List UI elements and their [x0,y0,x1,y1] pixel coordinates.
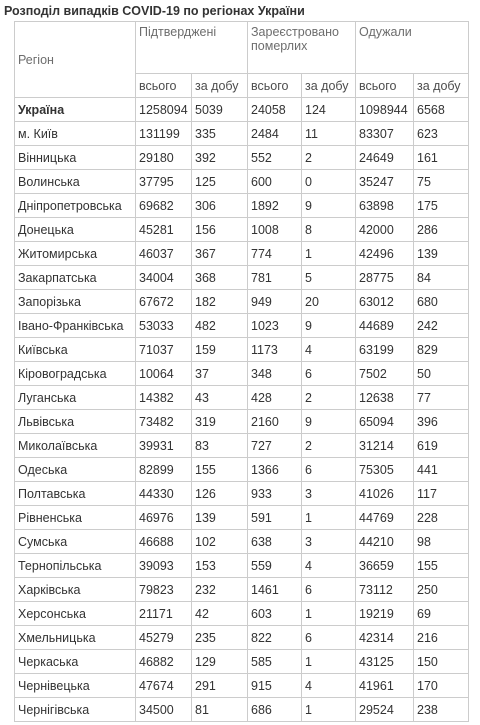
deaths-total-cell: 552 [248,146,302,170]
confirmed-total-cell: 21171 [136,602,192,626]
table-row [15,314,469,338]
deaths-daily-cell: 9 [302,410,356,434]
table-row [15,338,469,362]
recovered-total-cell: 42314 [356,626,414,650]
recovered-total-cell: 28775 [356,266,414,290]
header-recovered: Одужали [356,22,469,74]
recovered-total-cell: 44210 [356,530,414,554]
recovered-daily-cell: 117 [414,482,469,506]
table-row-total [15,98,469,122]
confirmed-daily-cell: 43 [192,386,248,410]
table-row [15,362,469,386]
confirmed-total-cell: 39931 [136,434,192,458]
recovered-total-cell: 1098944 [356,98,414,122]
recovered-total-cell: 31214 [356,434,414,458]
recovered-daily-cell: 75 [414,170,469,194]
confirmed-daily-cell: 392 [192,146,248,170]
deaths-total-cell: 1892 [248,194,302,218]
recovered-total-cell: 73112 [356,578,414,602]
region-cell: Сумська [15,530,136,554]
deaths-daily-cell: 8 [302,218,356,242]
confirmed-total-cell: 53033 [136,314,192,338]
deaths-daily-cell: 2 [302,386,356,410]
region-cell: Україна [15,98,136,122]
recovered-daily-cell: 829 [414,338,469,362]
deaths-daily-cell: 1 [302,506,356,530]
deaths-total-cell: 428 [248,386,302,410]
deaths-daily-cell: 6 [302,458,356,482]
table-row [15,170,469,194]
region-cell: Миколаївська [15,434,136,458]
deaths-daily-cell: 1 [302,602,356,626]
header-confirmed-total: всього [136,74,192,98]
recovered-total-cell: 83307 [356,122,414,146]
recovered-total-cell: 24649 [356,146,414,170]
header-recovered-total: всього [356,74,414,98]
table-row [15,266,469,290]
recovered-daily-cell: 623 [414,122,469,146]
deaths-total-cell: 24058 [248,98,302,122]
recovered-total-cell: 63012 [356,290,414,314]
region-cell: Кіровоградська [15,362,136,386]
confirmed-total-cell: 45279 [136,626,192,650]
confirmed-daily-cell: 291 [192,674,248,698]
confirmed-daily-cell: 482 [192,314,248,338]
confirmed-total-cell: 46976 [136,506,192,530]
recovered-daily-cell: 680 [414,290,469,314]
header-recovered-daily: за добу [414,74,469,98]
deaths-total-cell: 1461 [248,578,302,602]
deaths-daily-cell: 4 [302,674,356,698]
deaths-daily-cell: 1 [302,698,356,722]
table-row [15,530,469,554]
deaths-daily-cell: 4 [302,554,356,578]
deaths-daily-cell: 2 [302,146,356,170]
table-row [15,578,469,602]
deaths-total-cell: 585 [248,650,302,674]
region-cell: Донецька [15,218,136,242]
region-cell: Луганська [15,386,136,410]
region-cell: Закарпатська [15,266,136,290]
deaths-total-cell: 600 [248,170,302,194]
table-row [15,410,469,434]
confirmed-total-cell: 45281 [136,218,192,242]
deaths-total-cell: 686 [248,698,302,722]
confirmed-total-cell: 14382 [136,386,192,410]
table-row [15,674,469,698]
confirmed-total-cell: 131199 [136,122,192,146]
table-row [15,218,469,242]
deaths-total-cell: 822 [248,626,302,650]
recovered-total-cell: 41026 [356,482,414,506]
recovered-daily-cell: 175 [414,194,469,218]
region-cell: Тернопільська [15,554,136,578]
region-cell: Вінницька [15,146,136,170]
confirmed-total-cell: 67672 [136,290,192,314]
confirmed-daily-cell: 102 [192,530,248,554]
deaths-total-cell: 348 [248,362,302,386]
confirmed-total-cell: 10064 [136,362,192,386]
table-row [15,650,469,674]
deaths-total-cell: 774 [248,242,302,266]
region-cell: Чернівецька [15,674,136,698]
recovered-daily-cell: 77 [414,386,469,410]
region-cell: Волинська [15,170,136,194]
confirmed-total-cell: 39093 [136,554,192,578]
confirmed-daily-cell: 125 [192,170,248,194]
confirmed-daily-cell: 335 [192,122,248,146]
recovered-total-cell: 42496 [356,242,414,266]
deaths-daily-cell: 6 [302,362,356,386]
table-row [15,602,469,626]
deaths-total-cell: 591 [248,506,302,530]
confirmed-daily-cell: 153 [192,554,248,578]
recovered-total-cell: 42000 [356,218,414,242]
confirmed-total-cell: 82899 [136,458,192,482]
confirmed-daily-cell: 126 [192,482,248,506]
confirmed-total-cell: 34500 [136,698,192,722]
confirmed-total-cell: 34004 [136,266,192,290]
deaths-daily-cell: 11 [302,122,356,146]
recovered-total-cell: 65094 [356,410,414,434]
deaths-total-cell: 781 [248,266,302,290]
recovered-daily-cell: 170 [414,674,469,698]
header-deaths-total: всього [248,74,302,98]
table-row [15,458,469,482]
recovered-total-cell: 63898 [356,194,414,218]
recovered-total-cell: 75305 [356,458,414,482]
recovered-daily-cell: 396 [414,410,469,434]
table-row [15,434,469,458]
recovered-total-cell: 36659 [356,554,414,578]
recovered-daily-cell: 619 [414,434,469,458]
confirmed-daily-cell: 306 [192,194,248,218]
recovered-total-cell: 29524 [356,698,414,722]
confirmed-total-cell: 73482 [136,410,192,434]
confirmed-total-cell: 46688 [136,530,192,554]
region-cell: Івано-Франківська [15,314,136,338]
header-row-groups [15,22,469,74]
confirmed-total-cell: 71037 [136,338,192,362]
recovered-daily-cell: 139 [414,242,469,266]
deaths-daily-cell: 1 [302,242,356,266]
table-row [15,698,469,722]
deaths-total-cell: 1023 [248,314,302,338]
table-row [15,146,469,170]
deaths-total-cell: 603 [248,602,302,626]
confirmed-total-cell: 46037 [136,242,192,266]
region-cell: Рівненська [15,506,136,530]
recovered-daily-cell: 98 [414,530,469,554]
confirmed-daily-cell: 139 [192,506,248,530]
region-cell: Херсонська [15,602,136,626]
deaths-total-cell: 1008 [248,218,302,242]
confirmed-daily-cell: 155 [192,458,248,482]
confirmed-daily-cell: 367 [192,242,248,266]
header-confirmed-daily: за добу [192,74,248,98]
region-cell: Харківська [15,578,136,602]
confirmed-total-cell: 44330 [136,482,192,506]
header-deaths-daily: за добу [302,74,356,98]
confirmed-daily-cell: 368 [192,266,248,290]
recovered-total-cell: 43125 [356,650,414,674]
deaths-daily-cell: 2 [302,434,356,458]
deaths-daily-cell: 20 [302,290,356,314]
confirmed-total-cell: 47674 [136,674,192,698]
confirmed-daily-cell: 159 [192,338,248,362]
recovered-total-cell: 44689 [356,314,414,338]
deaths-total-cell: 638 [248,530,302,554]
deaths-total-cell: 933 [248,482,302,506]
deaths-total-cell: 727 [248,434,302,458]
recovered-daily-cell: 161 [414,146,469,170]
confirmed-daily-cell: 129 [192,650,248,674]
region-cell: Черкаська [15,650,136,674]
recovered-daily-cell: 441 [414,458,469,482]
recovered-total-cell: 19219 [356,602,414,626]
deaths-total-cell: 559 [248,554,302,578]
recovered-daily-cell: 6568 [414,98,469,122]
header-confirmed: Підтверджені [136,22,248,74]
recovered-daily-cell: 238 [414,698,469,722]
region-cell: Дніпропетровська [15,194,136,218]
region-cell: Чернігівська [15,698,136,722]
confirmed-daily-cell: 81 [192,698,248,722]
recovered-daily-cell: 84 [414,266,469,290]
deaths-daily-cell: 6 [302,578,356,602]
confirmed-daily-cell: 232 [192,578,248,602]
recovered-daily-cell: 242 [414,314,469,338]
deaths-daily-cell: 1 [302,650,356,674]
recovered-total-cell: 63199 [356,338,414,362]
region-cell: Одеська [15,458,136,482]
recovered-daily-cell: 69 [414,602,469,626]
deaths-daily-cell: 4 [302,338,356,362]
recovered-total-cell: 12638 [356,386,414,410]
confirmed-total-cell: 1258094 [136,98,192,122]
header-region: Регіон [15,22,136,98]
recovered-total-cell: 41961 [356,674,414,698]
recovered-total-cell: 35247 [356,170,414,194]
recovered-daily-cell: 228 [414,506,469,530]
confirmed-total-cell: 46882 [136,650,192,674]
recovered-daily-cell: 250 [414,578,469,602]
recovered-daily-cell: 50 [414,362,469,386]
confirmed-daily-cell: 235 [192,626,248,650]
table-row [15,122,469,146]
table-row [15,626,469,650]
table-row [15,194,469,218]
table-row [15,242,469,266]
confirmed-total-cell: 37795 [136,170,192,194]
region-cell: м. Київ [15,122,136,146]
table-body [15,22,469,722]
deaths-daily-cell: 0 [302,170,356,194]
deaths-daily-cell: 9 [302,194,356,218]
table-row [15,290,469,314]
deaths-total-cell: 1366 [248,458,302,482]
table-caption: Розподіл випадків COVID-19 по регіонах України [4,4,305,18]
recovered-total-cell: 7502 [356,362,414,386]
region-cell: Хмельницька [15,626,136,650]
table-row [15,386,469,410]
deaths-total-cell: 949 [248,290,302,314]
deaths-daily-cell: 3 [302,530,356,554]
confirmed-daily-cell: 42 [192,602,248,626]
table-row [15,482,469,506]
deaths-total-cell: 915 [248,674,302,698]
deaths-total-cell: 2484 [248,122,302,146]
recovered-total-cell: 44769 [356,506,414,530]
confirmed-daily-cell: 156 [192,218,248,242]
region-cell: Запорізька [15,290,136,314]
confirmed-total-cell: 79823 [136,578,192,602]
region-cell: Житомирська [15,242,136,266]
confirmed-daily-cell: 83 [192,434,248,458]
recovered-daily-cell: 286 [414,218,469,242]
header-deaths: Зареєстровано померлих [248,22,356,74]
confirmed-daily-cell: 182 [192,290,248,314]
deaths-daily-cell: 9 [302,314,356,338]
covid-regions-table [14,21,469,722]
table-row [15,506,469,530]
confirmed-daily-cell: 5039 [192,98,248,122]
recovered-daily-cell: 216 [414,626,469,650]
deaths-daily-cell: 3 [302,482,356,506]
deaths-daily-cell: 6 [302,626,356,650]
region-cell: Львівська [15,410,136,434]
deaths-daily-cell: 124 [302,98,356,122]
recovered-daily-cell: 150 [414,650,469,674]
recovered-daily-cell: 155 [414,554,469,578]
deaths-total-cell: 2160 [248,410,302,434]
confirmed-daily-cell: 37 [192,362,248,386]
deaths-daily-cell: 5 [302,266,356,290]
region-cell: Київська [15,338,136,362]
confirmed-daily-cell: 319 [192,410,248,434]
table-row [15,554,469,578]
confirmed-total-cell: 29180 [136,146,192,170]
deaths-total-cell: 1173 [248,338,302,362]
confirmed-total-cell: 69682 [136,194,192,218]
region-cell: Полтавська [15,482,136,506]
